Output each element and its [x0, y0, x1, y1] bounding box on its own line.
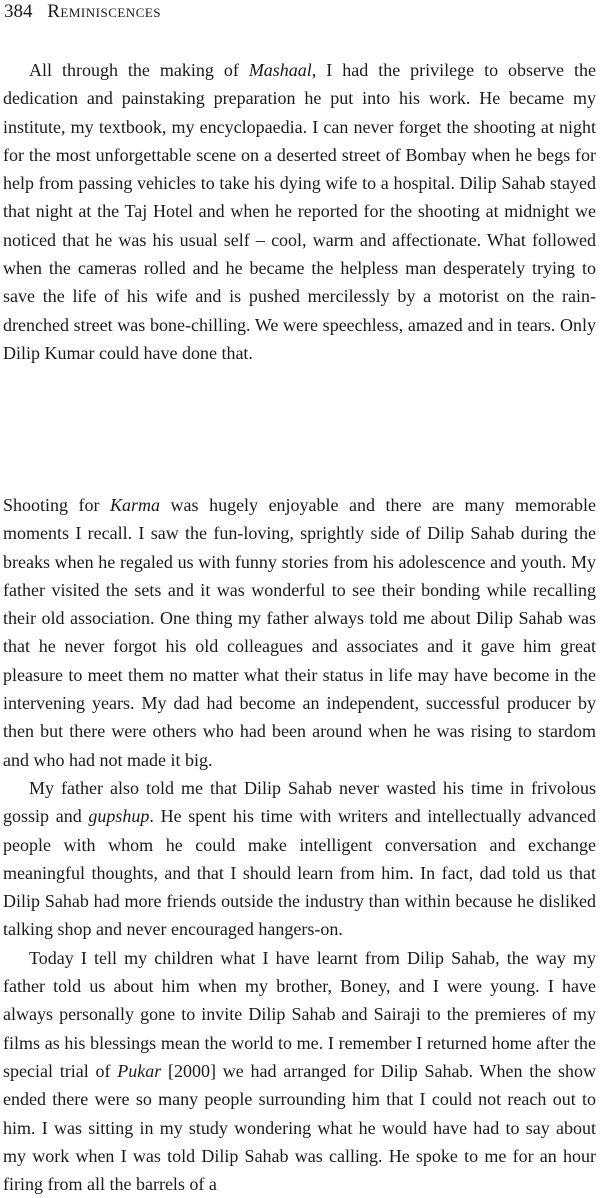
paragraph-text: Today I tell my children what I have learnt from Dilip Sahab, the way my father told us about him when my brother, Boney, and I were young. I have always personally gone to invite Dilip Sahab and Sairaji to the premieres of my films as his blessings mean the world to me. I remember I returned home after the special trial of [3, 947, 596, 1081]
text-section-karma [3, 491, 596, 1198]
paragraph-text: , I had the privilege to observe the dedication and painstaking preparation he put into his work. He became my institute, my textbook, my encyclopaedia. I can never forget the shooting at night for the most unforgettable scene on a deserted street of Bombay when he begs for help from passing vehicles to take his dying wife to a hospital. Dilip Sahab stayed that night at the Taj Hotel and when he reported for the shooting at midnight we noticed that he was his usual self – cool, warm and affectionate. What followed when the cameras rolled and he became the helpless man desperately trying to save the life of his wife and is pushed mercilessly by a motorist on the rain-drenched street was bone-chilling. We were speechless, amazed and in tears. Only Dilip Kumar could have done that. [3, 60, 596, 363]
page-number: 384 [4, 1, 33, 22]
paragraph-pukar [3, 944, 596, 1198]
text-section-mashaal [3, 56, 596, 367]
paragraph-text: was hugely enjoyable and there are many memorable moments I recall. I saw the fun-loving, sprightly side of Dilip Sahab during the breaks when he regaled us with funny stories from his adolescence and youth. My father visited the sets and it was wonderful to see their bonding while recalling their old association. One thing my father always told me about Dilip Sahab was that he never forgot his old colleagues and associates and it gave him great pleasure to meet them no matter what their status in life may have become in the intervening years. My dad had become an independent, successful producer by then but there were others who had been around when he was rising to stardom and who had not made it big. [3, 495, 596, 770]
paragraph-text: Shooting for [3, 495, 111, 515]
film-title-pukar: Pukar [117, 1060, 162, 1081]
running-head [4, 0, 161, 24]
film-title-mashaal: Mashaal [248, 60, 312, 80]
film-title-karma: Karma [110, 495, 161, 515]
paragraph-karma [3, 491, 596, 774]
paragraph-text: All through the making of [29, 60, 249, 80]
paragraph-gossip [3, 774, 596, 944]
paragraph-text: My father also told me that Dilip Sahab never wasted his time in frivolous gossip and [3, 777, 596, 827]
paragraph-text: . He spent his time with writers and intellectually advanced people with whom he could make intelligent conversation and exchange meaningful thoughts, and that I should learn from him. In fact, dad told us that Dilip Sahab had more friends outside the industry than within because he disliked talking shop and never encouraged hangers-on. [3, 806, 596, 940]
paragraph-text: [2000] we had arranged for Dilip Sahab. When the show ended there were so many people surrounding him that I could not reach out to him. I was sitting in my study wondering what he would have had to say about my work when I was told Dilip Sahab was calling. He spoke to me for an hour firing from all the barrels of a [3, 1060, 596, 1195]
running-title: Reminiscences [47, 1, 162, 22]
word-gupshup: gupshup [88, 806, 150, 827]
paragraph-mashaal [3, 56, 596, 367]
